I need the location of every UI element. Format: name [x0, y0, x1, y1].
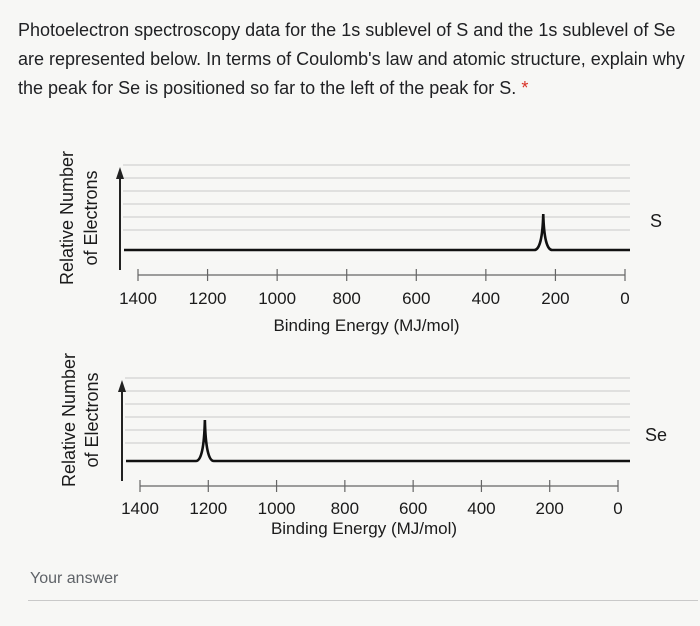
question-body: Photoelectron spectroscopy data for the 1s sublevel of S and the 1s sublevel of Se are represented below. In terms of Coulomb's law and atomic structure, explain why the peak for Se is positioned so far to the left of the peak for S. — [18, 20, 685, 98]
y-axis-title-line1: Relative Number — [57, 150, 77, 286]
x-tick-label: 800 — [332, 289, 361, 308]
series-label: Se — [644, 425, 668, 445]
spectrum-line — [124, 214, 630, 250]
required-asterisk: * — [521, 78, 529, 98]
y-axis-title-line1: Relative Number — [59, 352, 79, 488]
spectrum-line — [126, 420, 630, 461]
answer-underline — [28, 600, 698, 601]
x-tick-label: 400 — [471, 289, 501, 308]
x-tick-label: 600 — [402, 289, 431, 308]
chart-s — [57, 151, 662, 335]
x-axis-title: Binding Energy (MJ/mol) — [273, 316, 460, 335]
x-tick-label: 1200 — [189, 499, 228, 518]
x-tick-label: 1000 — [257, 499, 296, 518]
x-tick-label: 0 — [613, 499, 623, 518]
x-tick-label: 400 — [467, 499, 496, 518]
x-tick-label: 1200 — [188, 289, 227, 308]
x-tick-label: 0 — [620, 289, 630, 308]
y-axis-title-line2: of Electrons — [81, 170, 101, 266]
y-axis-title-line2: of Electrons — [82, 372, 102, 468]
x-tick-label: 800 — [330, 499, 360, 518]
series-label: S — [649, 211, 663, 231]
x-axis-title: Binding Energy (MJ/mol) — [270, 519, 458, 538]
x-tick-label: 1400 — [119, 289, 157, 308]
x-tick-label: 200 — [535, 499, 564, 518]
your-answer-placeholder[interactable]: Your answer — [30, 570, 119, 587]
y-axis-arrowhead — [118, 380, 126, 392]
chart-se — [59, 353, 667, 538]
y-axis-arrowhead — [116, 167, 124, 179]
x-tick-label: 600 — [398, 499, 428, 518]
x-tick-label: 200 — [541, 289, 570, 308]
x-tick-label: 1400 — [121, 499, 159, 518]
x-tick-label: 1000 — [258, 289, 297, 308]
